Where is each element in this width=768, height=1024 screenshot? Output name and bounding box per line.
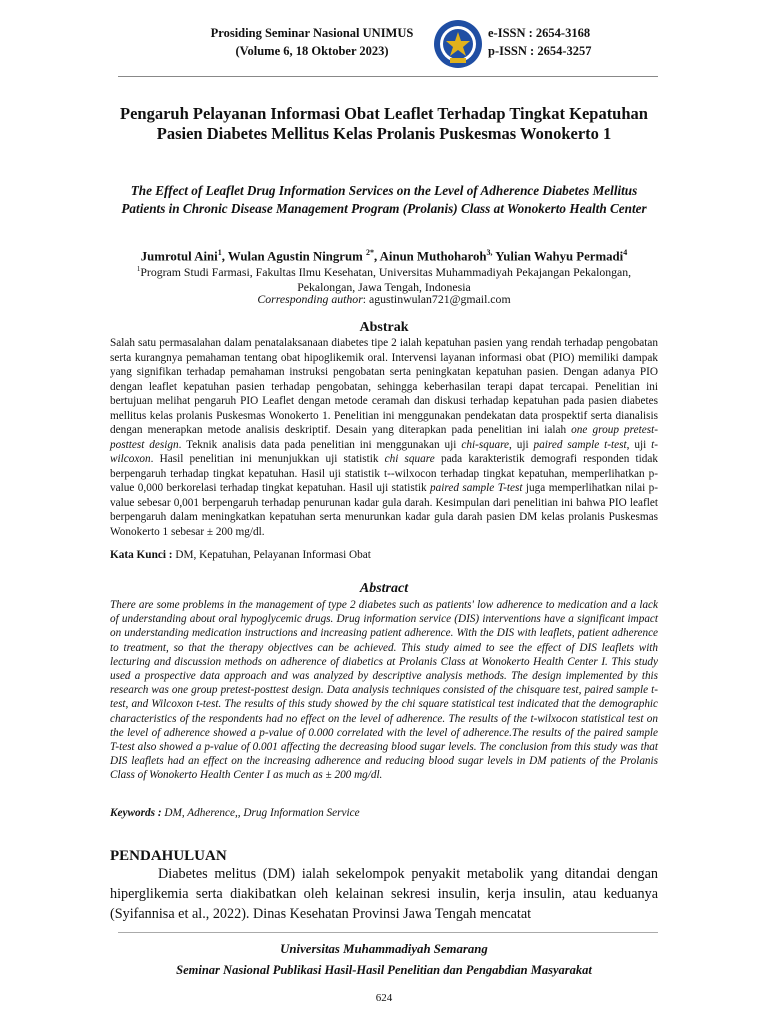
author-list: Jumrotul Aini$^1$, Wulan Agustin Ningrum $^{2*}$, Ainun Muthoharoh$^{3,}$ Yulian Wahyu Permadi$^4$ <box>140 248 628 264</box>
proceedings-name: Prosiding Seminar Nasional UNIMUS <box>210 26 414 40</box>
corresponding-label: Corresponding author <box>257 292 363 306</box>
author-sup: 4 <box>623 248 628 257</box>
affiliation <box>100 262 668 295</box>
affiliation-sup: 1 <box>136 265 141 273</box>
paper-title: Pengaruh Pelayanan Informasi Obat Leaflet Terhadap Tingkat Kepatuhan Pasien Diabetes Mellitus Kelas Prolanis Puskesmas Wonokerto 1 <box>120 104 648 143</box>
paper-title-english: The Effect of Leaflet Drug Information Services on the Level of Adherence Diabetes Mellitus Patients in Chronic Disease Management Program (Prolanis) Class at Wonokerto Health Center <box>121 183 647 216</box>
eissn: e-ISSN : 2654-3168 <box>488 26 591 40</box>
issn-info <box>488 24 592 60</box>
abstrak-italic: chi-square <box>461 438 510 451</box>
footer-rule <box>118 932 658 933</box>
pissn: p-ISSN : 2654-3257 <box>488 44 592 58</box>
corresponding-author <box>100 292 668 307</box>
unimus-seal-icon <box>432 18 484 70</box>
keywords <box>110 807 658 819</box>
abstrak-text: Salah satu permasalahan dalam penatalaksanaan diabetes tipe 2 ialah kepatuhan pasien yang rendah terhadap pengobatan serta kurangnya pemahaman tentang obat hipoglikemik oral. Intervensi layanan informasi obat (PIO) memiliki dampak yang signifikan terhadap pemahaman instruksi pengobatan serta peningkatan kepatuhan pasien. Dengan adanya PIO dengan leaflet kepatuhan pasien terhadap pengobatan, sehingga keberhasilan terapi dapat tercapai. Penelitian ini bertujuan melihat pengaruh PIO Leaflet dengan metode ceramah dan diskusi terhadap kepatuhan pada pasien diabetes mellitus kelas prolanis Puskesmas Wonokerto 1. Penelitian ini menggunakan pendekatan data prospektif serta dianalisis dengan menerapkan metode analisis deskriptif. Desain yang diterapkan pada penelitian ini ialah <box>110 337 658 436</box>
page-header <box>0 18 768 70</box>
abstrak-text: , uji <box>626 438 652 451</box>
author-sup: 1 <box>217 248 222 257</box>
author-name: Ainun Muthoharoh <box>379 249 487 264</box>
kata-kunci <box>110 549 658 561</box>
page-number: 624 <box>375 992 393 1004</box>
author-sup: 3, <box>486 248 493 257</box>
header-rule <box>118 76 658 77</box>
footer-university: Universitas Muhammadiyah Semarang <box>280 942 488 956</box>
abstrak-text: juga memperlihatkan nilai p-value sebesar 0,001 berpengaruh terhadap penurunan kadar gula darah. Kesimpulan dari penelitian ini bahwa PIO leaflet berpengaruh dalam meningkatkan kepatuhan serta menurunkan kadar gula darah pasien DM kelas prolanis Puskesmas Wonokerto 1 sebesar ± 200 mg/dl. <box>110 482 658 538</box>
author-sup: 2* <box>365 248 374 257</box>
abstrak-text: . Hasil penelitian ini menunjukkan uji statistik <box>150 453 385 465</box>
keywords-label: Keywords : <box>110 807 162 819</box>
kata-kunci-value: DM, Kepatuhan, Pelayanan Informasi Obat <box>172 549 371 561</box>
author-name: Yulian Wahyu Permadi <box>495 249 624 264</box>
author-name: Wulan Agustin Ningrum <box>227 249 366 264</box>
footer-seminar: Seminar Nasional Publikasi Hasil-Hasil Penelitian dan Pengabdian Masyarakat <box>176 963 592 977</box>
abstrak-italic: paired sample t-test <box>533 438 627 451</box>
corresponding-email: : agustinwulan721@gmail.com <box>362 292 511 306</box>
abstrak-text: , uji <box>509 438 534 451</box>
abstract-heading: Abstract <box>359 581 409 596</box>
proceedings-info <box>196 24 428 60</box>
affiliation-line1: Program Studi Farmasi, Fakultas Ilmu Kesehatan, Universitas Muhammadiyah Pekajangan Pekalongan, <box>140 264 632 279</box>
keywords-value: DM, Adherence,, Drug Information Service <box>161 807 360 819</box>
abstrak-text: pada karakteristik demografi responden tidak berpengaruh terhadap tingkat kepatuhan. Hasil uji statistik t--wilxocon terhadap tingkat kepatuhan, memperlihatkan p-value 0,000 berkorelasi terhadap tingkat kepatuhan. Hasil uji statistik <box>110 453 659 494</box>
abstrak-heading: Abstrak <box>359 320 409 335</box>
kata-kunci-label: Kata Kunci : <box>110 549 173 561</box>
proceedings-volume: (Volume 6, 18 Oktober 2023) <box>235 44 389 58</box>
intro-paragraph: Diabetes melitus (DM) ialah sekelompok penyakit metabolik yang ditandai dengan hiperglikemia serta diakibatkan oleh kelainan sekresi insulin, kerja insulin, atau keduanya (Syifannisa et al., 2022). Dinas Kesehatan Provinsi Jawa Tengah mencatat <box>110 866 658 922</box>
abstrak-italic: chi square <box>384 453 435 465</box>
abstrak-text: . Teknik analisis data pada penelitian ini menggunakan uji <box>178 438 462 451</box>
abstrak-italic: paired sample T-test <box>430 482 523 494</box>
section-heading: PENDAHULUAN <box>110 848 227 864</box>
abstrak-italic: one group pretest-posttest design <box>110 424 658 451</box>
abstrak-body <box>110 336 658 539</box>
author-name: Jumrotul Aini <box>140 249 218 264</box>
abstract-body: There are some problems in the management of type 2 diabetes such as patients' low adherence to medication and a lack of understanding about oral hypoglycemic drugs. Drug information service (DIS) interventions have a significant impact on understanding medication instructions and increasing patient adherence. With the DIS with leaflets, patient adherence to treatment, so that the therapy objectives can be achieved. This study aimed to see the effect of DIS leaflets with lecturing and discussion methods on adherence of diabetics at Prolanis Class at Wonokerto Health Center I. This study used a prospective data approach and was analyzed by descriptive analysis methods. The design implemented by this research was one group pretest-posttest design. Data analysis techniques consisted of the chisquare test, paired sample t-test, and Wilcoxon t-test. The results of this study showed by the chi square statistical test indicated that the demographic characteristics of the respondents had no effect on the level of adherence. The results of the t-wilxocon statistical test on the level of adherence showed a p-value of 0.000 correlated with the level of adherence.The results of the paired sample T-test also showed a p-value of 0.001 affecting the decreasing blood sugar levels. The conclusion from this study was that DIS leaflets had an effect on the increasing adherence and reducing blood sugar levels in DM patients of the Prolanis Class of Wonokerto Health Center I as much as ± 200 mg/dl. <box>110 599 658 782</box>
abstrak-italic: t-wilcoxon <box>110 438 658 465</box>
affiliation-line2: Pekalongan, Jawa Tengah, Indonesia <box>297 279 471 294</box>
